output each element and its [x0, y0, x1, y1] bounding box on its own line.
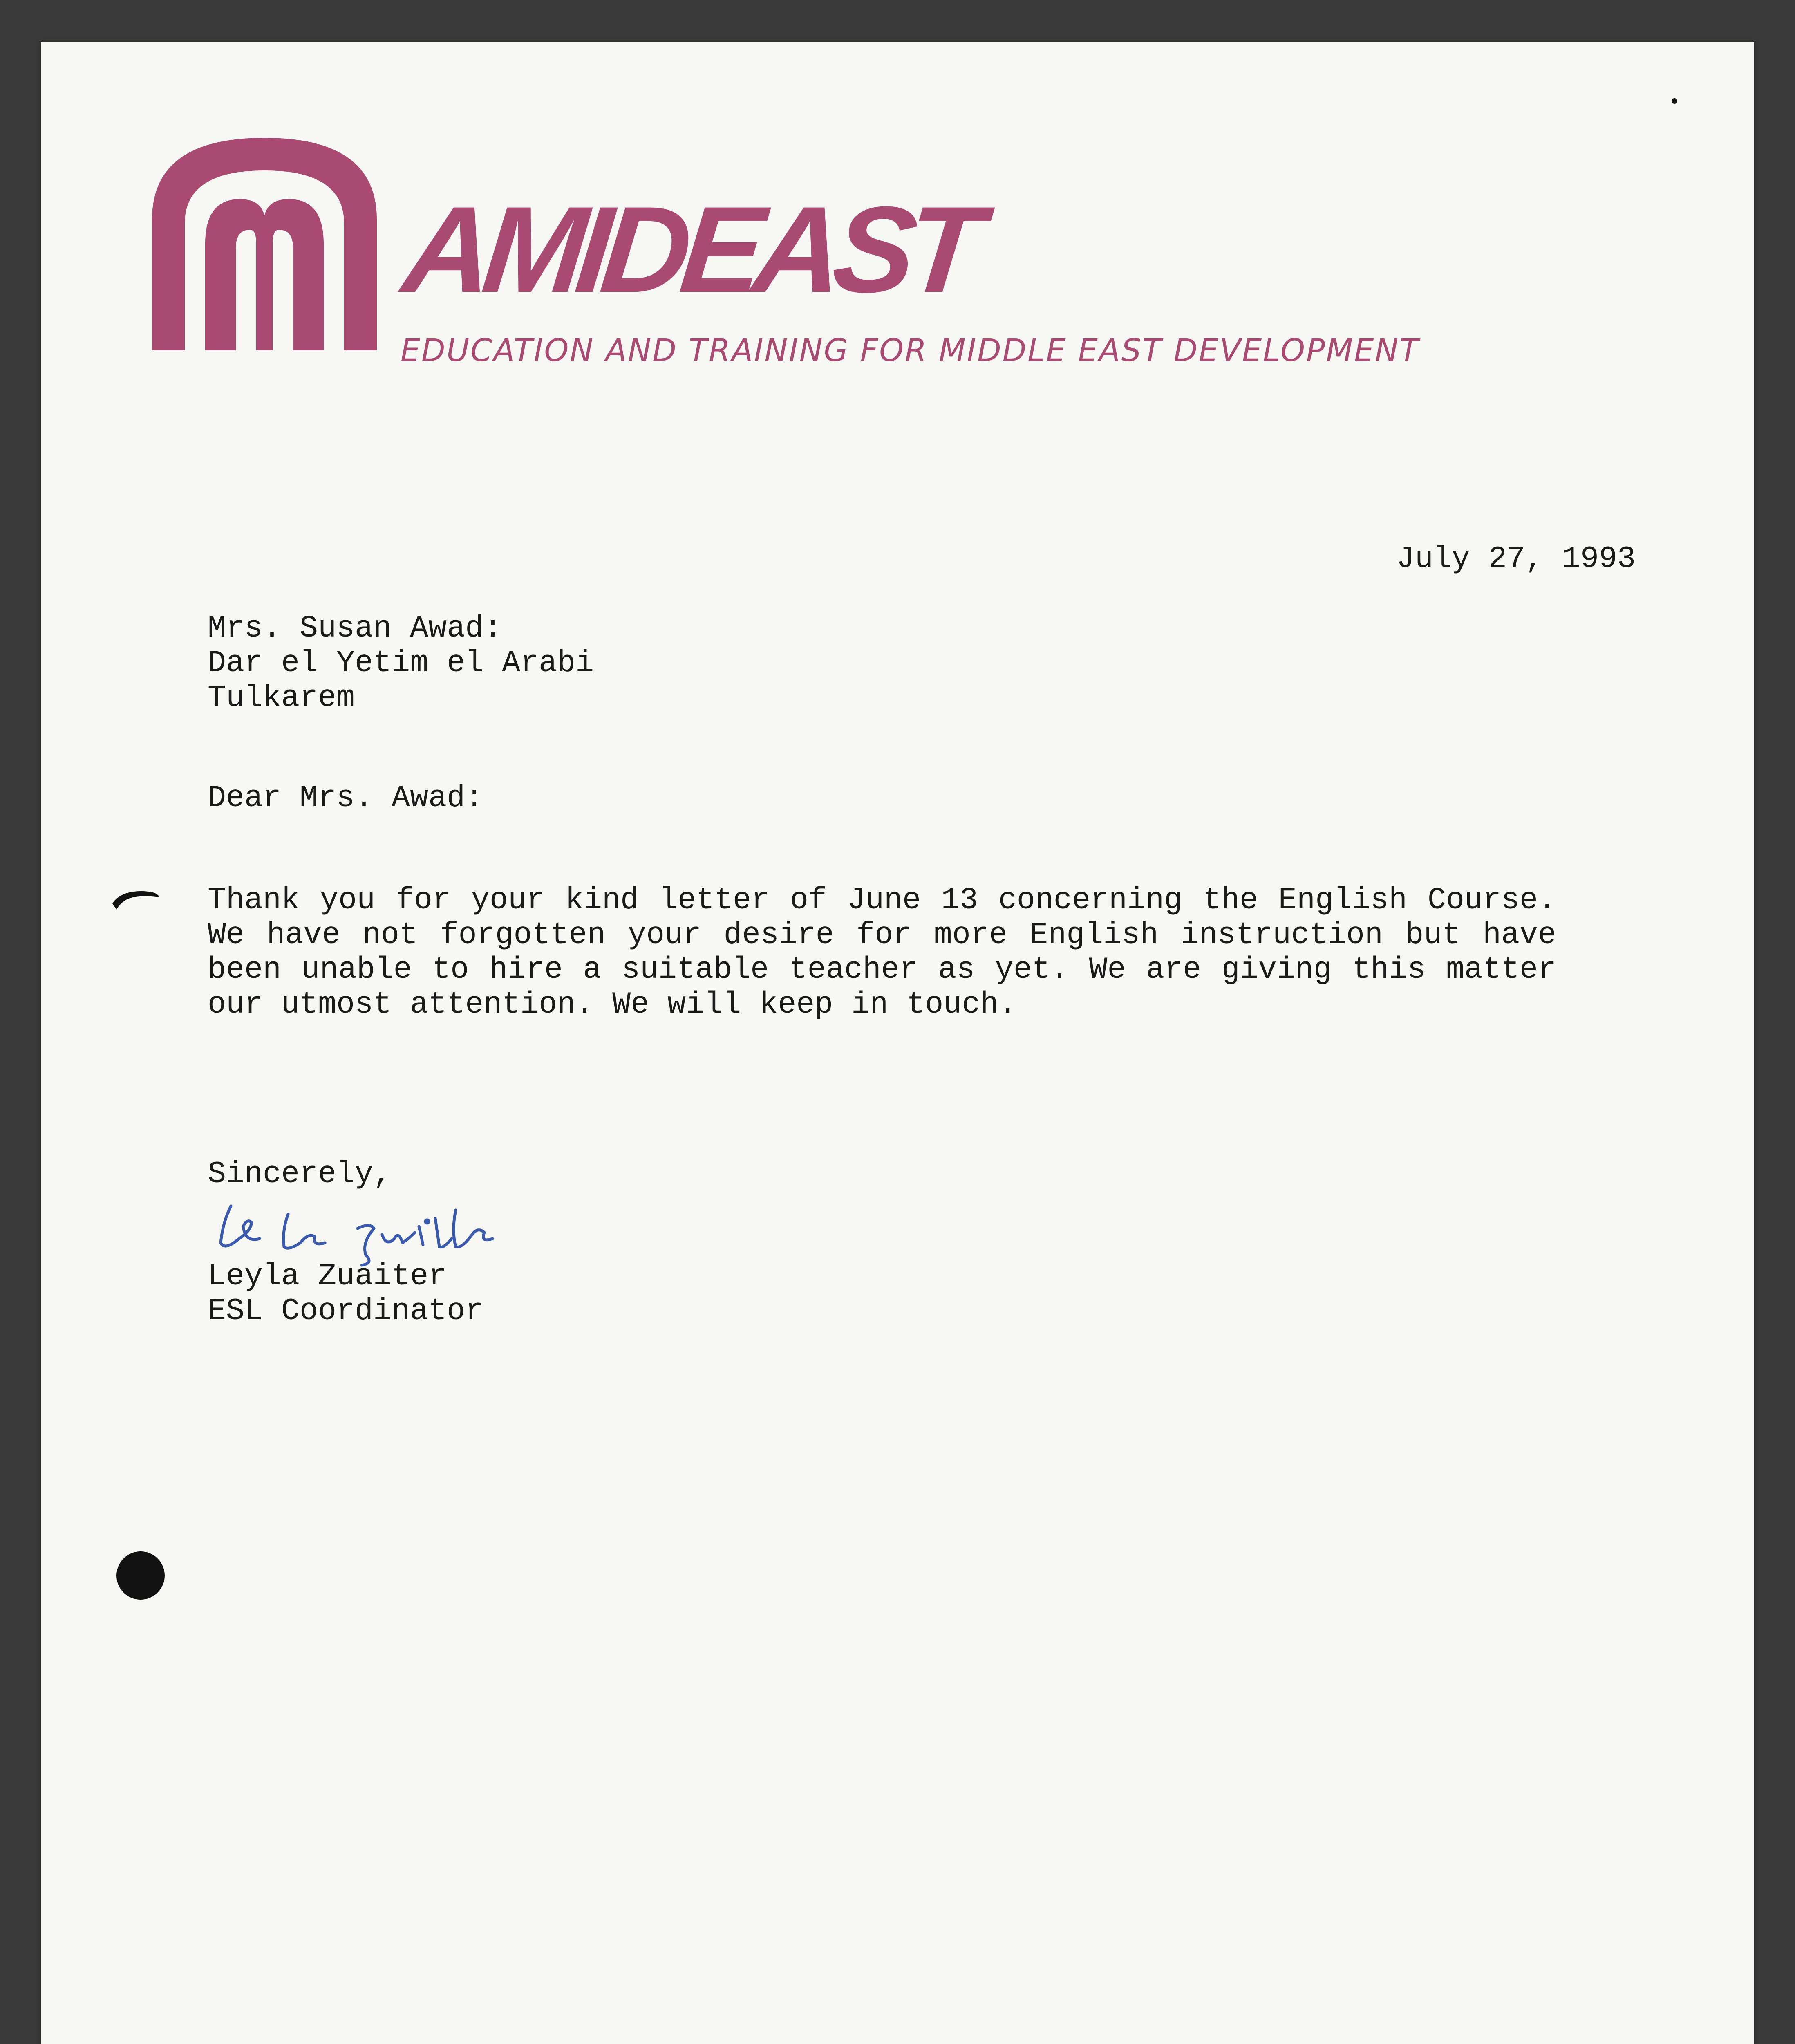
signer-title: ESL Coordinator	[208, 1294, 484, 1329]
letter-date: July 27, 1993	[1396, 542, 1636, 576]
amideast-logo-icon	[152, 138, 377, 350]
punch-hole-icon	[116, 1551, 165, 1600]
punch-hole-tear-icon	[108, 885, 161, 914]
recipient-address	[208, 611, 594, 715]
handwritten-signature-icon	[206, 1194, 595, 1267]
recipient-name: Mrs. Susan Awad:	[208, 611, 502, 646]
logo-wordmark: AMIDEAST	[397, 181, 980, 318]
salutation: Dear Mrs. Awad:	[208, 781, 484, 816]
closing: Sincerely,	[208, 1157, 392, 1192]
recipient-city: Tulkarem	[208, 681, 355, 715]
signer-name: Leyla Zuaiter	[208, 1259, 447, 1294]
recipient-organization: Dar el Yetim el Arabi	[208, 646, 594, 681]
signer-block	[208, 1259, 483, 1329]
letter-body: Thank you for your kind letter of June 13 concerning the English Course. We have not forgotten your desire for more English instruction but have been unable to hire a suitable teacher as yet. We are giving this matter our utmost attention. We will keep in touch.	[208, 883, 1556, 1022]
letterhead-tagline: EDUCATION AND TRAINING FOR MIDDLE EAST DEVELOPMENT	[401, 332, 1420, 368]
specks	[1672, 98, 1677, 104]
